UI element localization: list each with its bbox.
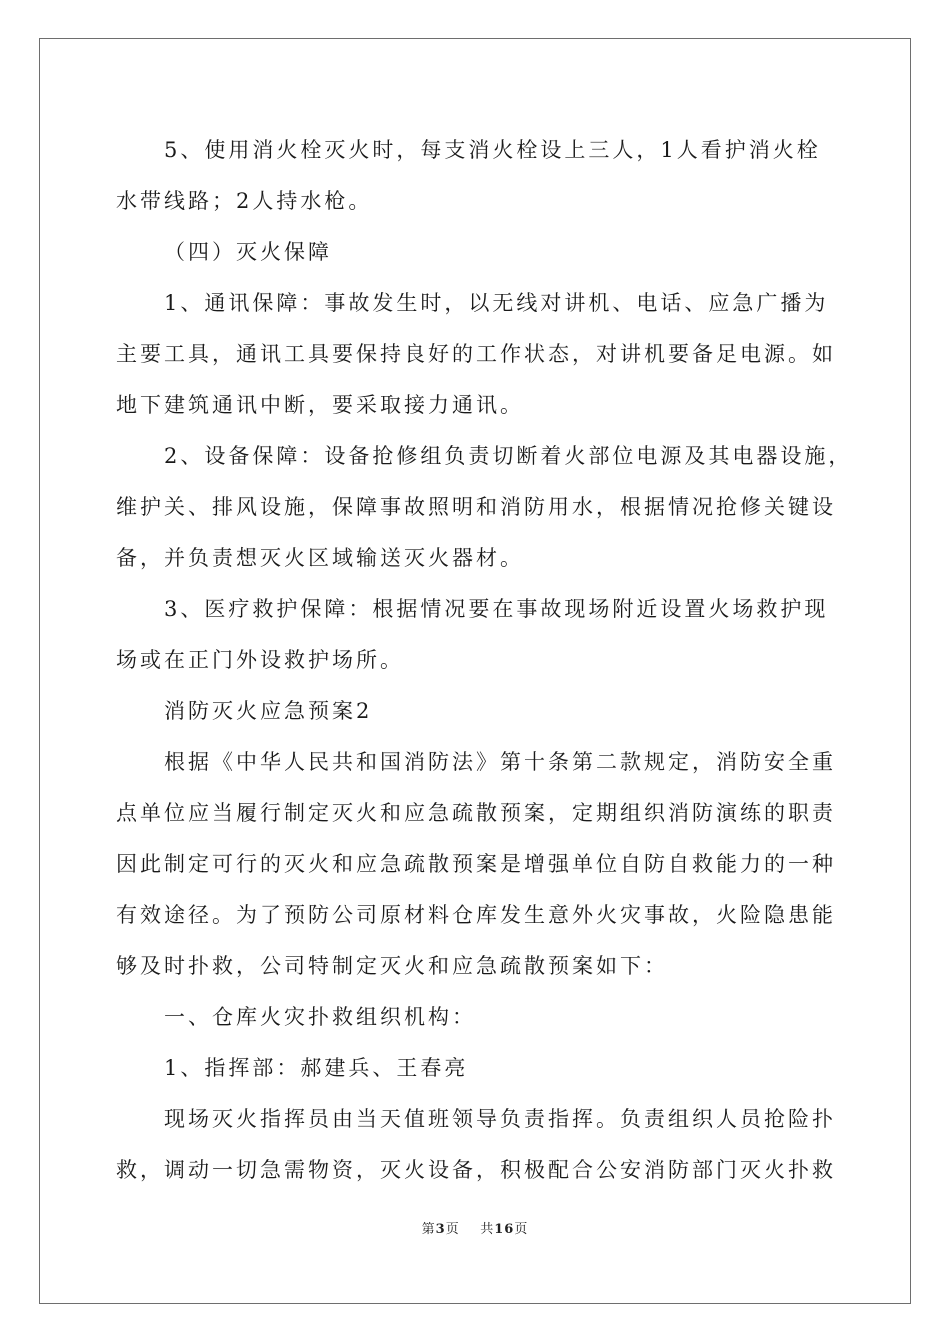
page-footer bbox=[0, 1218, 950, 1237]
page-suffix: 页 bbox=[445, 1222, 460, 1237]
text-line: 够及时扑救，公司特制定灭火和应急疏散预案如下： bbox=[116, 954, 668, 978]
text-line: 水带线路；2人持水枪。 bbox=[116, 189, 373, 213]
section-heading: 消防灭火应急预案2 bbox=[164, 699, 373, 723]
page-prefix: 第 bbox=[421, 1222, 436, 1237]
text-line: 2、设备保障：设备抢修组负责切断着火部位电源及其电器设施， bbox=[164, 444, 853, 468]
text-line: 备，并负责想灭火区域输送灭火器材。 bbox=[116, 546, 524, 570]
section-heading: 一、仓库火灾扑救组织机构： bbox=[164, 1005, 476, 1029]
text-line: 因此制定可行的灭火和应急疏散预案是增强单位自防自救能力的一种 bbox=[116, 852, 836, 876]
text-line: 1、指挥部：郝建兵、王春亮 bbox=[164, 1056, 469, 1080]
text-line: 5、使用消火栓灭火时，每支消火栓设上三人，1人看护消火栓 bbox=[164, 138, 821, 162]
text-line: 场或在正门外设救护场所。 bbox=[116, 648, 404, 672]
document-body bbox=[116, 125, 853, 1196]
text-line: 地下建筑通讯中断，要采取接力通讯。 bbox=[116, 393, 524, 417]
text-line: 救，调动一切急需物资，灭火设备，积极配合公安消防部门灭火扑救 bbox=[116, 1158, 836, 1182]
text-line: 现场灭火指挥员由当天值班领导负责指挥。负责组织人员抢险扑 bbox=[164, 1107, 836, 1131]
text-line: 有效途径。为了预防公司原材料仓库发生意外火灾事故，火险隐患能 bbox=[116, 903, 836, 927]
total-suffix: 页 bbox=[514, 1222, 529, 1237]
text-line: 点单位应当履行制定灭火和应急疏散预案，定期组织消防演练的职责 bbox=[116, 801, 836, 825]
page-number: 3 bbox=[435, 1222, 446, 1237]
text-line: 主要工具，通讯工具要保持良好的工作状态，对讲机要备足电源。如 bbox=[116, 342, 836, 366]
total-prefix: 共 bbox=[480, 1222, 495, 1237]
text-line: 维护关、排风设施，保障事故照明和消防用水，根据情况抢修关键设 bbox=[116, 495, 836, 519]
total-pages: 16 bbox=[494, 1222, 515, 1237]
text-line: 3、医疗救护保障：根据情况要在事故现场附近设置火场救护现 bbox=[164, 597, 829, 621]
text-line: 1、通讯保障：事故发生时，以无线对讲机、电话、应急广播为 bbox=[164, 291, 829, 315]
text-line: 根据《中华人民共和国消防法》第十条第二款规定，消防安全重 bbox=[164, 750, 836, 774]
section-heading: （四）灭火保障 bbox=[164, 240, 332, 264]
